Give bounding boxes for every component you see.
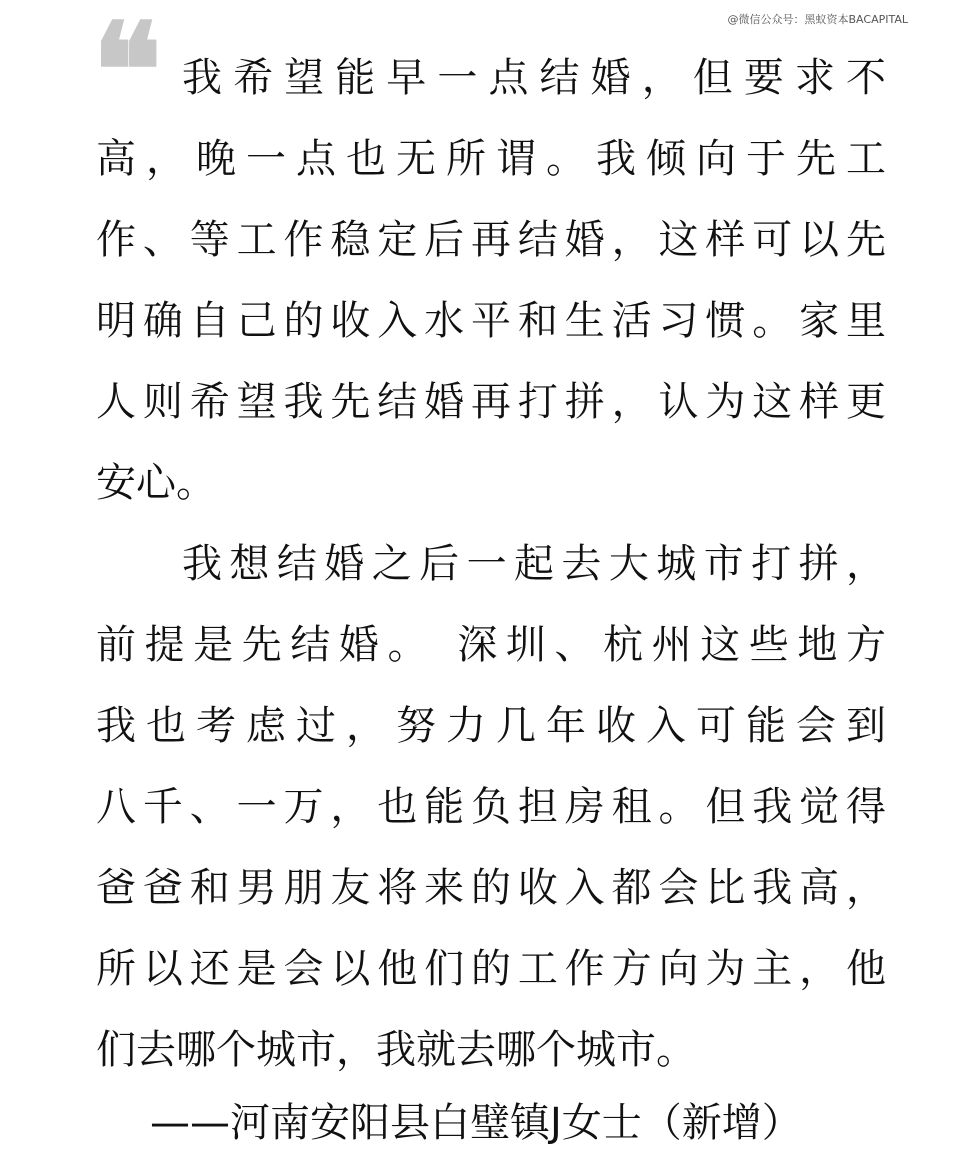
quote-line: 我想结婚之后一起去大城市打拼，	[182, 541, 886, 587]
quote-line: 爸爸和男朋友将来的收入都会比我高，	[96, 865, 886, 911]
quote-line: 明确自己的收入水平和生活习惯。家里	[96, 298, 886, 344]
quote-line: 高，晚一点也无所谓。我倾向于先工	[96, 136, 886, 182]
quote-line: 我希望能早一点结婚，但要求不	[182, 55, 886, 101]
quote-line: 们去哪个城市，我就去哪个城市。	[96, 1027, 696, 1073]
quote-line: 人则希望我先结婚再打拼，认为这样更	[96, 379, 886, 425]
quote-body	[96, 38, 886, 1091]
quote-line: 我也考虑过，努力几年收入可能会到	[96, 703, 886, 749]
attribution: ——河南安阳县白璧镇J女士（新增）	[150, 1100, 802, 1146]
quote-line: 所以还是会以他们的工作方向为主，他	[96, 946, 886, 992]
quote-line: 前提是先结婚。 深圳、杭州这些地方	[96, 622, 886, 668]
watermark: @微信公众号：黑蚁资本BACAPITAL	[727, 13, 908, 26]
quotation-mark-icon: ❝	[92, 0, 162, 147]
quote-line: 八千、一万，也能负担房租。但我觉得	[96, 784, 886, 830]
quote-line: 作、等工作稳定后再结婚，这样可以先	[96, 217, 886, 263]
quote-line: 安心。	[96, 460, 216, 506]
